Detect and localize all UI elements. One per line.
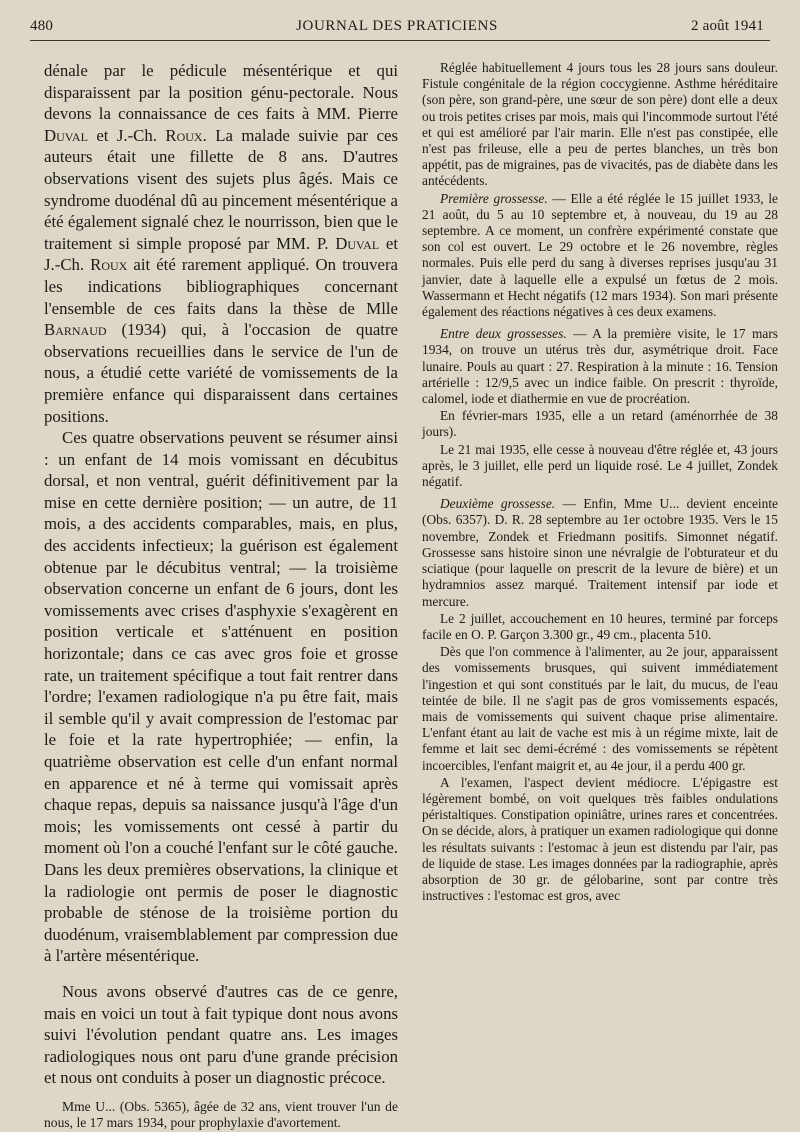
- right-paragraph-8: Dès que l'on commence à l'alimenter, au 2e jour, apparaissent des vomissements brusques, qui suivent immédiatement l'ingestion et qui sont constitués par le lait, du mucus, de l'eau teintée de bile. Il ne s'agit pas de gros vomissements espacés, mais de vomissements qui suivent chaque prise alimentaire. L'enfant étant au lait de vache est mis à un régime mixte, lait de femme et lait sec demi-écrémé : des vomissements se répètent incoercibles, l'enfant maigrit et, au 4e jour, il a perdu 400 gr.: [422, 644, 778, 773]
- author-name: Duval: [44, 125, 88, 145]
- right-column: [422, 60, 778, 1058]
- left-paragraph-1: dénale par le pédicule mésentérique et qui disparaissent par la position génu-pectorale. Nous devons la connaissance de ces faits à MM. Pierre Duval et J.-Ch. Roux. La malade suivie par ces auteurs était une fillette de 8 ans. D'autres observations visent des sujets plus âgés. Mais ce syndrome duodénal dû au pincement mésentérique a été également signalé chez le nourrisson, bien que le traitement si simple proposé par MM. P. Duval et J.-Ch. Roux ait été rarement appliqué. On trouvera les indications bibliographiques concernant l'ensemble de ces faits dans la thèse de Mlle Barnaud (1934) qui, à l'occasion de quatre observations recueillies dans le service de l'un de nous, a étudié cette variété de vomissements de la première enfance qui disparaissent dans certaines positions.: [44, 61, 399, 426]
- section-lead: Première grossesse.: [440, 190, 548, 206]
- right-paragraph-9: A l'examen, l'aspect devient médiocre. L'épigastre est légèrement bombé, on voit quelques très faibles ondulations péristaltiques. Constipation opiniâtre, urines rares et concentrées. On se décide, alors, à pratiquer un examen radiologique qui donne les résultats suivants : l'estomac à jeun est distendu par l'air, pas de liquide de stase. Les images données par la radiographie, après absorption de 30 gr. de gélobarine, sont par contre très instructives : l'estomac est gros, avec: [422, 774, 778, 904]
- right-paragraph-4: En février-mars 1935, elle a un retard (aménorrhée de 38 jours).: [422, 408, 778, 440]
- right-paragraph-2: Première grossesse. — Elle a été réglée le 15 juillet 1933, le 21 août, du 5 au 10 septembre et, à nouveau, du 19 au 28 septembre. A ce moment, un confrère expérimenté constate que son col est ouvert. Le 29 octobre et le 26 novembre, règles normales. Puis elle perd du sang à diverses reprises jusqu'au 31 janvier, date à laquelle elle a expulsé un fœtus de 2 mois. Wassermann et Hecht négatifs (12 mars 1934). Son mari présente également des réactions négatives à ces deux examens.: [422, 190, 779, 320]
- author-name: Barnaud: [44, 320, 107, 340]
- right-paragraph-6: Deuxième grossesse. — Enfin, Mme U... devient enceinte (Obs. 6357). D. R. 28 septembre au 1er octobre 1935. Vers le 15 novembre, Zondek et Friedmann positifs. Simonnet négatif. Grossesse sans histoire sinon une névralgie de l'obturateur et du sciatique (pour laquelle on prescrit de la levure de bière) et un hydramnios assez marqué. Traitement intensif par iode et mercure.: [422, 496, 779, 609]
- page-header: [30, 14, 764, 40]
- author-name: Roux: [90, 255, 128, 275]
- section-lead: Entre deux grossesses.: [440, 326, 567, 342]
- right-paragraph-1: Réglée habituellement 4 jours tous les 28 jours sans douleur. Fistule congénitale de la région coccygienne. Asthme héréditaire (son père, son grand-père, une sœur de son père) dont elle a deux ou trois petites crises par mois, mais qui l'incommode surtout l'été et qui est amélioré par l'air marin. Elle n'est pas constipée, elle n'est pas frileuse, elle a peu de pertes blanches, un très bon appétit, pas de migraines, pas de vivacités, pas de diabète dans les antécédents.: [422, 60, 778, 189]
- case-intro: Mme U... (Obs. 5365), âgée de 32 ans, vient trouver l'un de nous, le 17 mars 1934, pour prophylaxie d'avortement.: [44, 1098, 398, 1131]
- author-name: Roux: [165, 125, 203, 145]
- left-paragraph-2: Ces quatre observations peuvent se résumer ainsi : un enfant de 14 mois vomissant en décubitus dorsal, et non ventral, guérit définitivement par la mise en cette dernière position; — un autre, de 11 mois, a des accidents comparables, mais, en plus, des accidents infectieux; la guérison est également obtenue par le décubitus ventral; — la troisième observation concerne un enfant de 6 jours, dont les vomissements avec crises d'asphyxie s'exagèrent en position verticale et s'atténuent en position horizontale; dans ce cas avec gros foie et grosse rate, un traitement spécifique a tout fait rentrer dans l'ordre; l'examen radiologique n'a pu être fait, mais il semble qu'il y avait compression de l'estomac par le foie et la rate hypertrophiée; — enfin, la quatrième observation est celle d'un enfant normal en apparence et né à terme qui vomissait après chaque repas, depuis sa naissance jusqu'à l'âge d'un mois; les vomissements ont cessé à partir du moment où l'on a couché l'enfant sur le côté gauche. Dans les deux premières observations, la clinique et la radiologie ont permis de poser le diagnostic probable de sténose de la troisième portion du duodénum, vraisemblablement par compression due à l'artère mésentérique.: [44, 428, 398, 966]
- page-number: 480: [30, 18, 54, 34]
- right-paragraph-7: Le 2 juillet, accouchement en 10 heures, terminé par forceps facile en O. P. Garçon 3.300 gr., 49 cm., placenta 510.: [422, 610, 778, 642]
- left-column: [44, 60, 399, 1131]
- journal-title: JOURNAL DES PRATICIENS: [296, 18, 498, 34]
- right-paragraph-3: Entre deux grossesses. — A la première visite, le 17 mars 1934, on trouve un utérus très dur, asymétrique droit. Face lunaire. Pouls au quart : 27. Respiration à la minute : 16. Tension artérielle : 12/9,5 avec un indice faible. On prescrit : thyroïde, calomel, iode et diathermie en vue de procréation.: [422, 326, 778, 407]
- header-rule: [30, 40, 770, 41]
- right-paragraph-5: Le 21 mai 1935, elle cesse à nouveau d'être réglée et, 43 jours après, le 3 juillet, elle perd un liquide rosé. Le 4 juillet, Zondek négatif.: [422, 441, 778, 490]
- section-lead: Deuxième grossesse.: [440, 496, 556, 512]
- left-paragraph-3: Nous avons observé d'autres cas de ce genre, mais en voici un tout à fait typique dont nous avons suivi l'évolution pendant quatre ans. Les images radiologiques nous ont paru d'une grande précision et nous ont conduits à poser un diagnostic précoce.: [44, 981, 398, 1088]
- issue-date: 2 août 1941: [690, 18, 764, 34]
- author-name: Duval: [335, 233, 380, 253]
